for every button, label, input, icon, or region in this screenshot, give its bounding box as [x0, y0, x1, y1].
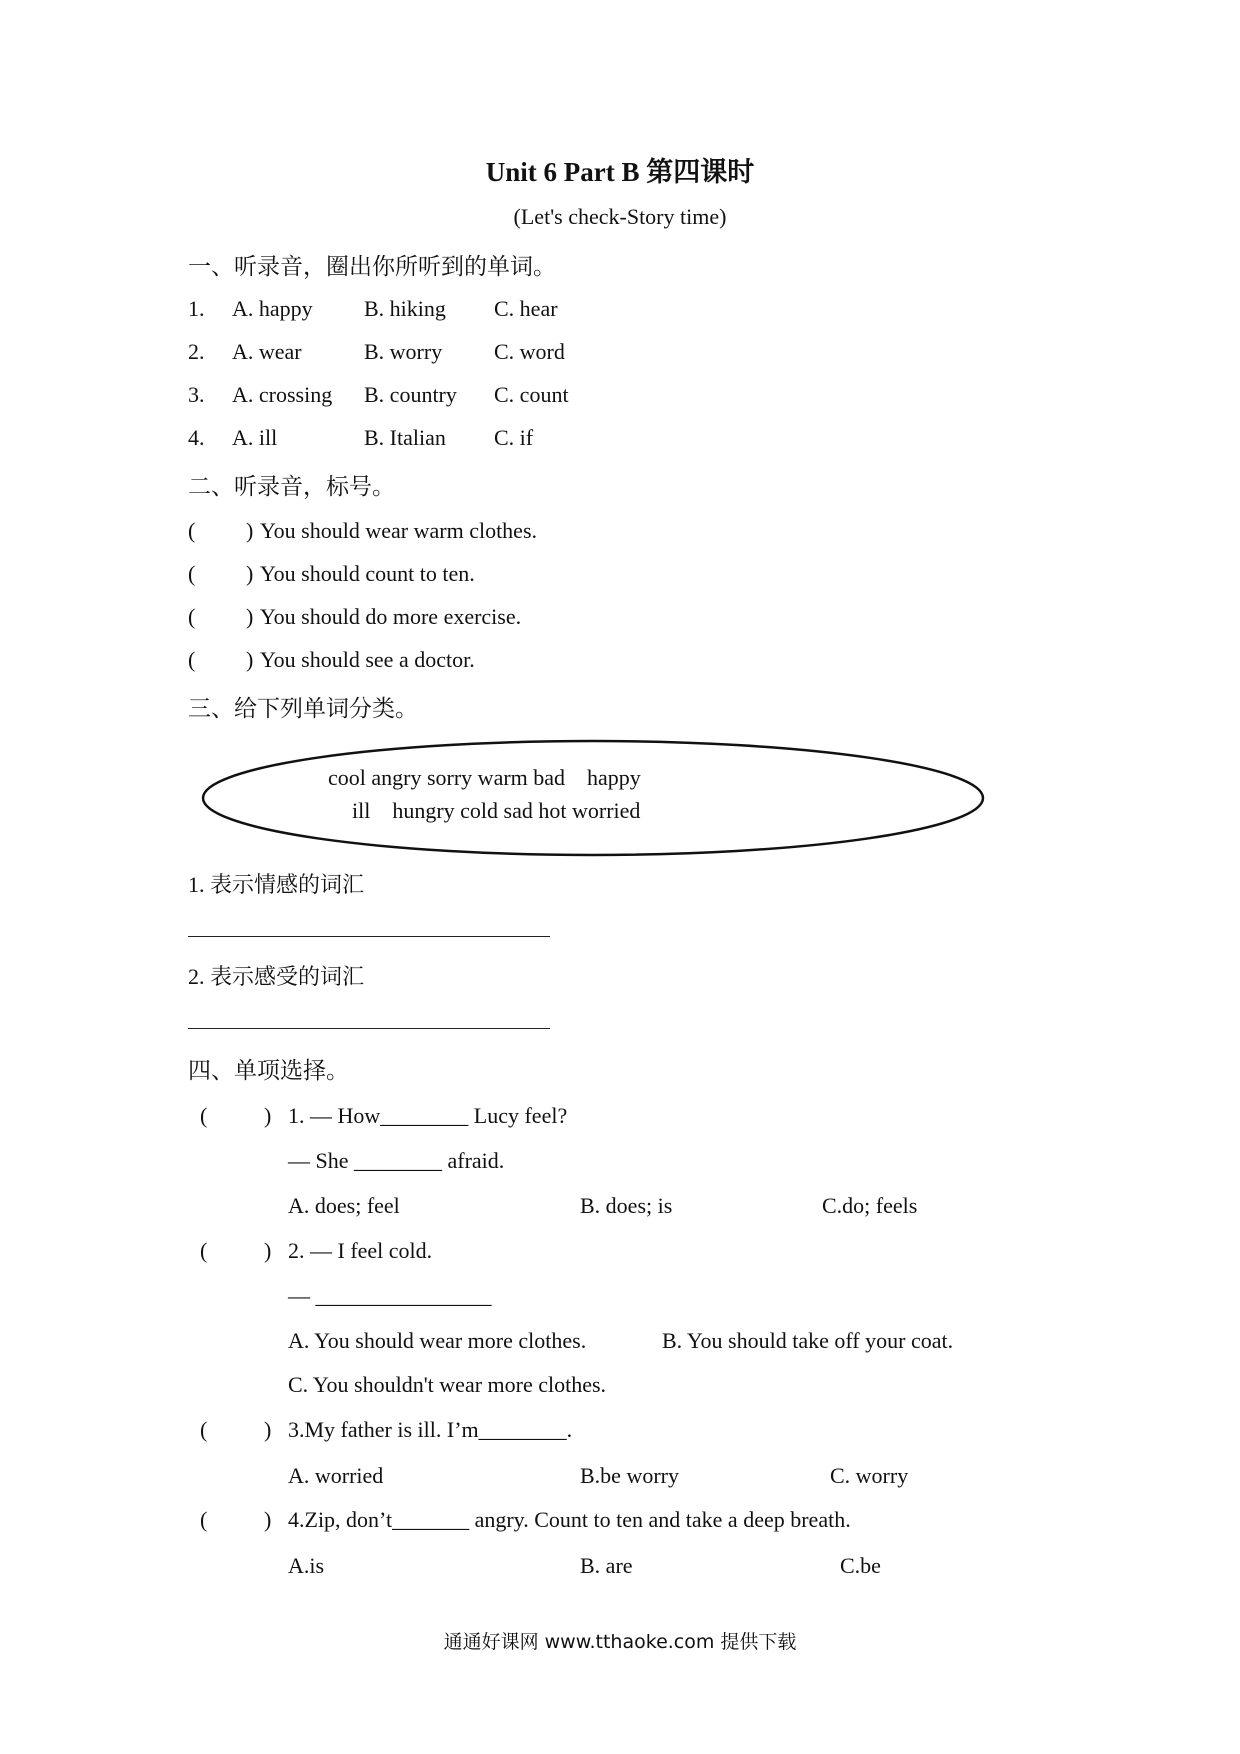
- s4-q4-open-paren: (: [200, 1507, 208, 1532]
- s1-row1-option-a: A. happy: [232, 296, 313, 321]
- s2-item4-open-paren: (: [188, 647, 196, 672]
- s1-row4-option-a: A. ill: [232, 425, 278, 450]
- s1-row1-option-c: C. hear: [494, 296, 558, 321]
- s1-row3-option-a: A. crossing: [232, 382, 333, 407]
- s1-row2-option-c: C. word: [494, 339, 565, 364]
- s2-item2-text: You should count to ten.: [260, 561, 475, 586]
- s1-row3-option-b: B. country: [364, 382, 457, 407]
- s1-row1-num: 1.: [188, 296, 205, 321]
- s4-q4-line1: 4.Zip, don’t_______ angry. Count to ten and take a deep breath.: [288, 1507, 851, 1532]
- s1-row2-option-b: B. worry: [364, 339, 443, 364]
- s2-item2-open-paren: (: [188, 561, 196, 586]
- s4-q1-option-a: A. does; feel: [288, 1193, 400, 1218]
- page-footer: 通通好课网 www.tthaoke.com 提供下载: [443, 1631, 797, 1653]
- s4-q1-close-paren: ): [264, 1103, 272, 1128]
- s4-q2-option-a: A. You should wear more clothes.: [288, 1328, 587, 1353]
- s3-question1: 1. 表示情感的词汇: [188, 872, 365, 897]
- s4-q1-line2: — She ________ afraid.: [288, 1148, 505, 1173]
- s4-q2-open-paren: (: [200, 1238, 208, 1263]
- s4-q4-close-paren: ): [264, 1507, 272, 1532]
- s4-q4-option-c: C.be: [840, 1553, 881, 1578]
- section3-heading: 三、给下列单词分类。: [188, 696, 418, 721]
- s4-q3-option-b: B.be worry: [580, 1463, 679, 1488]
- s2-item1-text: You should wear warm clothes.: [260, 518, 538, 543]
- s1-row3-option-c: C. count: [494, 382, 569, 407]
- s4-q3-option-c: C. worry: [830, 1463, 909, 1488]
- section2-heading: 二、听录音，标号。: [188, 474, 395, 499]
- s4-q3-line1: 3.My father is ill. I’m________.: [288, 1417, 573, 1442]
- s1-row4-option-b: B. Italian: [364, 425, 446, 450]
- section1-heading: 一、听录音，圈出你所听到的单词。: [188, 254, 556, 279]
- s1-row4-num: 4.: [188, 425, 205, 450]
- s2-item4-close-paren: ): [246, 647, 254, 672]
- s3-question2: 2. 表示感受的词汇: [188, 964, 365, 989]
- page-subtitle: (Let's check-Story time): [513, 204, 727, 229]
- s2-item1-close-paren: ): [246, 518, 254, 543]
- s4-q3-open-paren: (: [200, 1417, 208, 1442]
- s4-q1-open-paren: (: [200, 1103, 208, 1128]
- s2-item4-text: You should see a doctor.: [260, 647, 475, 672]
- s4-q4-option-b: B. are: [580, 1553, 633, 1578]
- s4-q1-option-c: C.do; feels: [822, 1193, 918, 1218]
- section4-heading: 四、单项选择。: [188, 1058, 349, 1083]
- s2-item3-text: You should do more exercise.: [260, 604, 522, 629]
- word-bank-line1: cool angry sorry warm bad happy: [328, 765, 641, 790]
- s1-row2-num: 2.: [188, 339, 205, 364]
- s3-answer-line1[interactable]: [188, 936, 550, 937]
- s4-q2-option-c: C. You shouldn't wear more clothes.: [288, 1372, 607, 1397]
- s4-q3-close-paren: ): [264, 1417, 272, 1442]
- s1-row3-num: 3.: [188, 382, 205, 407]
- word-bank-line2: ill hungry cold sad hot worried: [352, 798, 641, 823]
- s3-answer-line2[interactable]: [188, 1028, 550, 1029]
- s1-row4-option-c: C. if: [494, 425, 534, 450]
- s1-row2-option-a: A. wear: [232, 339, 302, 364]
- s4-q2-option-b: B. You should take off your coat.: [662, 1328, 954, 1353]
- s4-q3-option-a: A. worried: [288, 1463, 384, 1488]
- page-title: Unit 6 Part B 第四课时: [485, 157, 755, 187]
- s4-q1-option-b: B. does; is: [580, 1193, 673, 1218]
- s1-row1-option-b: B. hiking: [364, 296, 446, 321]
- s4-q2-line1: 2. — I feel cold.: [288, 1238, 433, 1263]
- s2-item3-close-paren: ): [246, 604, 254, 629]
- s4-q1-line1: 1. — How________ Lucy feel?: [288, 1103, 568, 1128]
- s2-item1-open-paren: (: [188, 518, 196, 543]
- s2-item3-open-paren: (: [188, 604, 196, 629]
- s4-q2-line2: — ________________: [288, 1283, 492, 1308]
- s4-q2-close-paren: ): [264, 1238, 272, 1263]
- s2-item2-close-paren: ): [246, 561, 254, 586]
- s4-q4-option-a: A.is: [288, 1553, 325, 1578]
